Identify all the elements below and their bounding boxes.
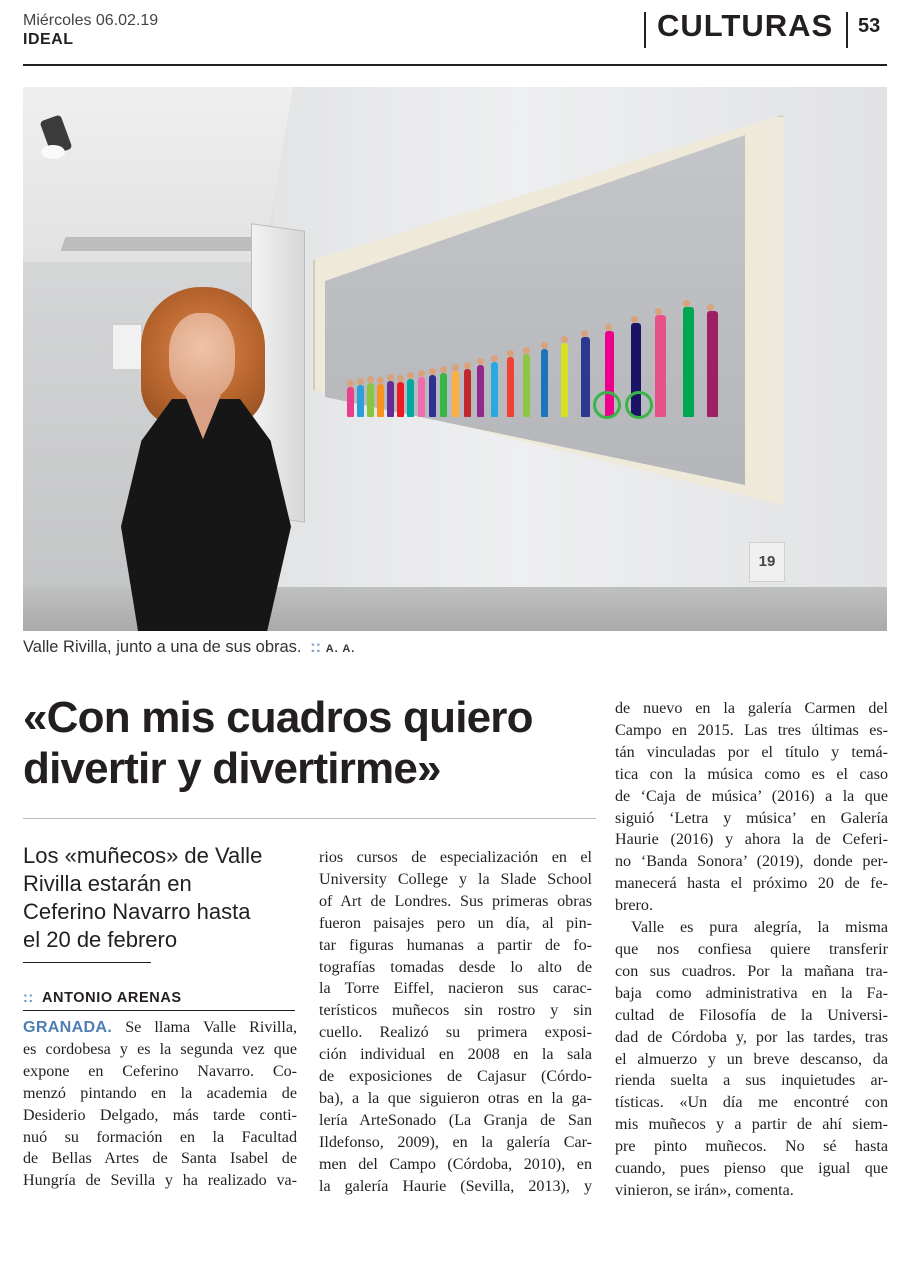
painted-figure (581, 337, 590, 417)
text-line: mis muñecos y a partir de ahí siem- (615, 1116, 888, 1134)
bicycle-wheel (625, 391, 653, 419)
bicycle-wheel (593, 391, 621, 419)
painted-figure (357, 385, 364, 417)
text-line: pre pinto muñecos. No sé hasta (615, 1138, 888, 1156)
subheading-line: Rivilla estarán en (23, 871, 192, 896)
subheading-line: Ceferino Navarro hasta (23, 899, 251, 924)
text-line: vinieron, se irán», comenta. (615, 1181, 794, 1199)
text-line (23, 1017, 297, 1039)
header-divider (644, 12, 646, 48)
artist-dress (121, 399, 291, 631)
text-line: de nuevo en la galería Carmen del (615, 700, 888, 717)
text-line: expone en Ceferino Navarro. Co- (23, 1062, 297, 1080)
painted-figure (367, 383, 374, 417)
text-line: ba), a la que siguieron otras en la ga- (319, 1089, 592, 1107)
subheading (23, 842, 293, 954)
text-line: dad de Córdoba y, por las tardes, tras (615, 1028, 888, 1046)
painted-figure (477, 365, 484, 417)
painted-figure (377, 384, 384, 417)
caption-text: Valle Rivilla, junto a una de sus obras. (23, 638, 302, 656)
photo-credit: A. A. (325, 643, 356, 655)
text-line: baja como administrativa en la Fa- (615, 984, 888, 1002)
section-title: CULTURAS (657, 8, 834, 43)
painted-figures (325, 287, 745, 447)
text-line: lería ArteSonado (La Granja de San (319, 1111, 592, 1129)
artist-face (169, 313, 235, 399)
painted-figure (407, 379, 414, 417)
text-line: el almuerzo y un breve descanso, da (615, 1050, 888, 1068)
text-line: fueron paisajes pero un día, al pin- (319, 914, 592, 932)
text-line: Campo en 2015. Las tres últimas es- (615, 721, 888, 739)
painted-figure (440, 373, 447, 417)
painted-figure (418, 377, 425, 417)
text-line: cuando, pues pienso que igual que (615, 1160, 888, 1178)
photo-caption (23, 638, 355, 657)
article-photo (23, 87, 887, 631)
text-line: es cordobesa y es la segunda vez que (23, 1040, 297, 1058)
byline-marker-icon: :: (23, 990, 34, 1006)
painted-figure (507, 357, 514, 417)
text-line: Hungría de Sevilla y ha realizado va- (23, 1172, 297, 1190)
text-line: con sus cuadros. Por la mañana tra- (615, 962, 888, 980)
painted-figure (655, 315, 666, 417)
ceiling-beam (60, 237, 265, 251)
headline-rule (23, 818, 596, 819)
text-line: no ‘Banda Sonora’ (2019), donde per- (615, 853, 888, 871)
text-line: de Bellas Artes de Santa Isabel de (23, 1150, 297, 1168)
text-line: de exposiciones de Cajasur (Córdo- (319, 1068, 592, 1086)
byline (23, 990, 182, 1006)
text-line: manecerá hasta el próximo 20 de fe- (615, 875, 888, 893)
article-column-3 (615, 698, 888, 1202)
painted-figure (491, 362, 498, 417)
text-line: University College y la Slade School (319, 870, 592, 888)
painted-figure (561, 343, 568, 417)
article-column-2 (319, 847, 592, 1198)
painted-figure (464, 369, 471, 417)
byline-rule (23, 1010, 295, 1011)
artist-figure (111, 287, 301, 631)
publication-name: IDEAL (23, 31, 74, 48)
text-line: siguió ‘Letra y música’ en Galería (615, 809, 888, 827)
header-rule (23, 64, 887, 66)
text-line: tar figuras humanas a partir de fo- (319, 936, 592, 954)
text-line: nuó su formación en la Facultad (23, 1128, 297, 1146)
headline-line: «Con mis cuadros quiero (23, 693, 533, 742)
text-line: of Art de Londres. Sus primeras obras (319, 892, 592, 910)
headline (23, 692, 613, 794)
text-line: Valle es pura alegría, la misma (631, 919, 888, 937)
painted-figure (683, 307, 694, 417)
text-line: ción individual en 2008 en la sala (319, 1046, 592, 1064)
painted-figure (429, 375, 436, 417)
text-line: tán vinculadas por el título y temá- (615, 743, 888, 761)
article-column-1 (23, 1017, 297, 1192)
text-line: brero. (615, 897, 653, 915)
text-line: Desiderio Delgado, más tarde conti- (23, 1106, 297, 1124)
text-line: Ildefonso, 2009), en la galería Car- (319, 1133, 592, 1151)
issue-date: Miércoles 06.02.19 (23, 12, 159, 29)
subheading-line: el 20 de febrero (23, 927, 178, 952)
page-number: 53 (858, 15, 881, 37)
painted-figure (452, 371, 459, 417)
dateline: GRANADA. (23, 1018, 113, 1036)
headline-line: divertir y divertirme» (23, 744, 441, 793)
painted-figure (707, 311, 718, 417)
text-line: tica con la música como es el caso (615, 765, 888, 783)
painted-figure (387, 381, 394, 417)
text-line: Haurie (2016) y ahora la de Ceferi- (615, 831, 888, 849)
author-name: ANTONIO ARENAS (41, 990, 182, 1006)
header-divider-2 (846, 12, 848, 48)
painted-figure (347, 387, 354, 417)
spotlight-glow (41, 145, 65, 159)
text-line: men del Campo (Córdoba, 2010), en (319, 1155, 592, 1173)
text-line: cultad de Filosofía de la Universi- (615, 1006, 888, 1024)
text-line: terísticos muñecos sin rostro y sin (319, 1002, 592, 1020)
caption-separator-icon: :: (310, 638, 322, 656)
text-line: tografías tomadas desde lo alto de (319, 958, 592, 976)
painted-figure (523, 354, 530, 417)
text-line: rienda suelta a sus inquietudes ar- (615, 1072, 888, 1090)
subheading-rule (23, 962, 151, 963)
text-line: tísticas. «Un día me encontré con (615, 1094, 888, 1112)
text-line: la galería Haurie (Sevilla, 2013), y (319, 1177, 592, 1195)
painted-figure (397, 382, 404, 417)
artwork-number-plaque: 19 (749, 542, 785, 582)
text-line: cuello. Realizó su primera exposi- (319, 1024, 592, 1042)
dateline-continuation: Se llama Valle Rivilla, (112, 1019, 297, 1036)
subheading-line: Los «muñecos» de Valle (23, 843, 263, 868)
text-line: la Torre Eiffel, nacieron sus carac- (319, 980, 592, 998)
text-line: menzó pintando en la academia de (23, 1084, 297, 1102)
text-line: que nos confiesa quiere transferir (615, 940, 888, 958)
text-line: rios cursos de especialización en el (319, 849, 592, 866)
text-line: de ‘Caja de música’ (2016) a la que (615, 787, 888, 805)
painted-figure (541, 349, 548, 417)
